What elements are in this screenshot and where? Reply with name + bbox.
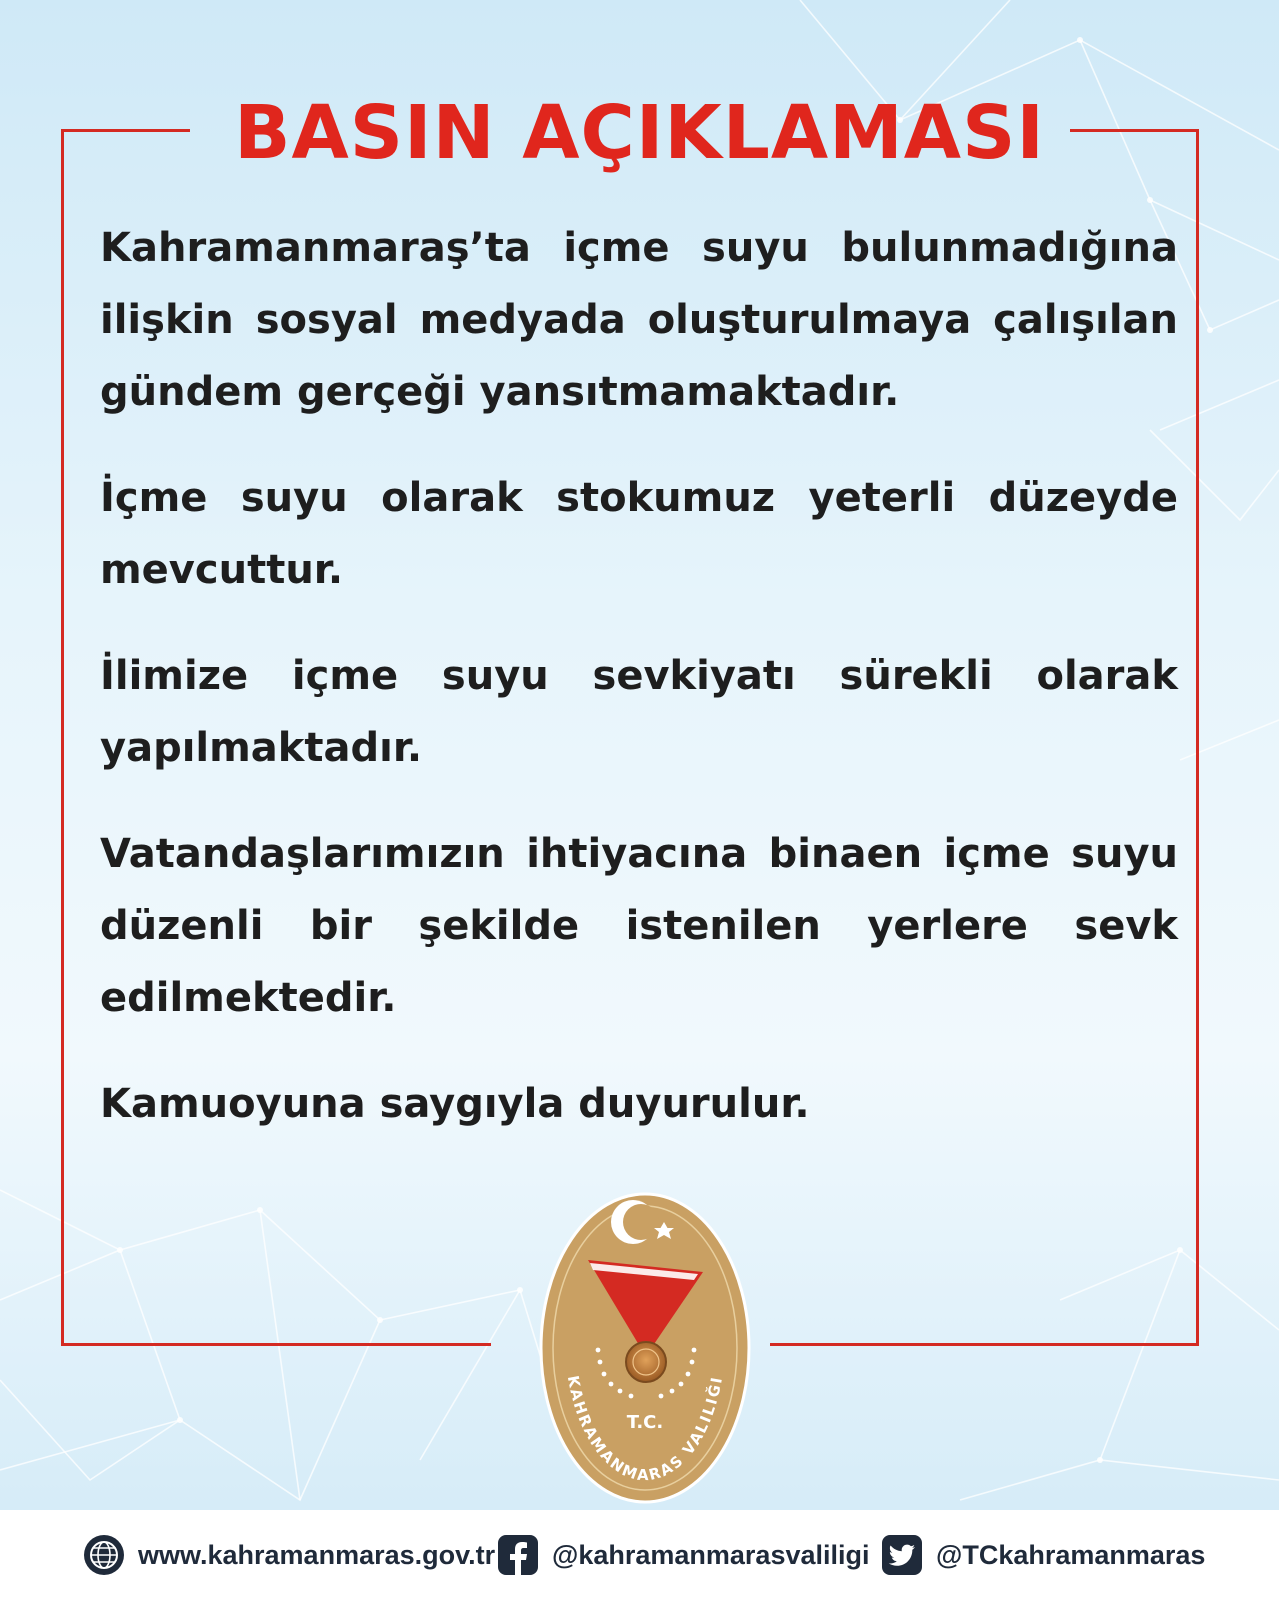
press-release-body [100, 212, 1178, 1140]
paragraph-3: İlimize içme suyu sevkiyatı sürekli olarak yapılmaktadır. [100, 653, 1178, 771]
governorship-seal-icon [538, 1190, 752, 1506]
frame-bottom-right [770, 1343, 1199, 1346]
page-title: BASIN AÇIKLAMASI [234, 90, 1045, 176]
frame-left [61, 129, 64, 1346]
frame-bottom-left [61, 1343, 491, 1346]
twitter-icon [880, 1533, 924, 1577]
footer-website[interactable] [82, 1532, 495, 1578]
web-globe-icon [82, 1533, 126, 1577]
website-link[interactable]: www.kahramanmaras.gov.tr [138, 1539, 496, 1570]
footer-twitter[interactable] [880, 1532, 1205, 1578]
paragraph-4: Vatandaşlarımızın ihtiyacına binaen içme suyu düzenli bir şekilde istenilen yerlere sevk edilmektedir. [100, 831, 1178, 1021]
footer-facebook[interactable] [496, 1532, 870, 1578]
seal-ring-text: KAHRAMANMARAS VALILIĞI [563, 1374, 727, 1485]
seal-top-text: T.C. [626, 1412, 664, 1433]
paragraph-1: Kahramanmaraş’ta içme suyu bulunmadığına ilişkin sosyal medyada oluşturulmaya çalışılan gündem gerçeği yansıtmamaktadır. [100, 225, 1178, 415]
facebook-icon [496, 1533, 540, 1577]
twitter-link[interactable]: @TCkahramanmaras [936, 1539, 1206, 1570]
footer [0, 1510, 1279, 1600]
paragraph-5: Kamuoyuna saygıyla duyurulur. [100, 1081, 810, 1127]
frame-right [1196, 129, 1199, 1346]
paragraph-2: İçme suyu olarak stokumuz yeterli düzeyde mevcuttur. [100, 475, 1178, 593]
facebook-link[interactable]: @kahramanmarasvaliligi [552, 1539, 870, 1570]
